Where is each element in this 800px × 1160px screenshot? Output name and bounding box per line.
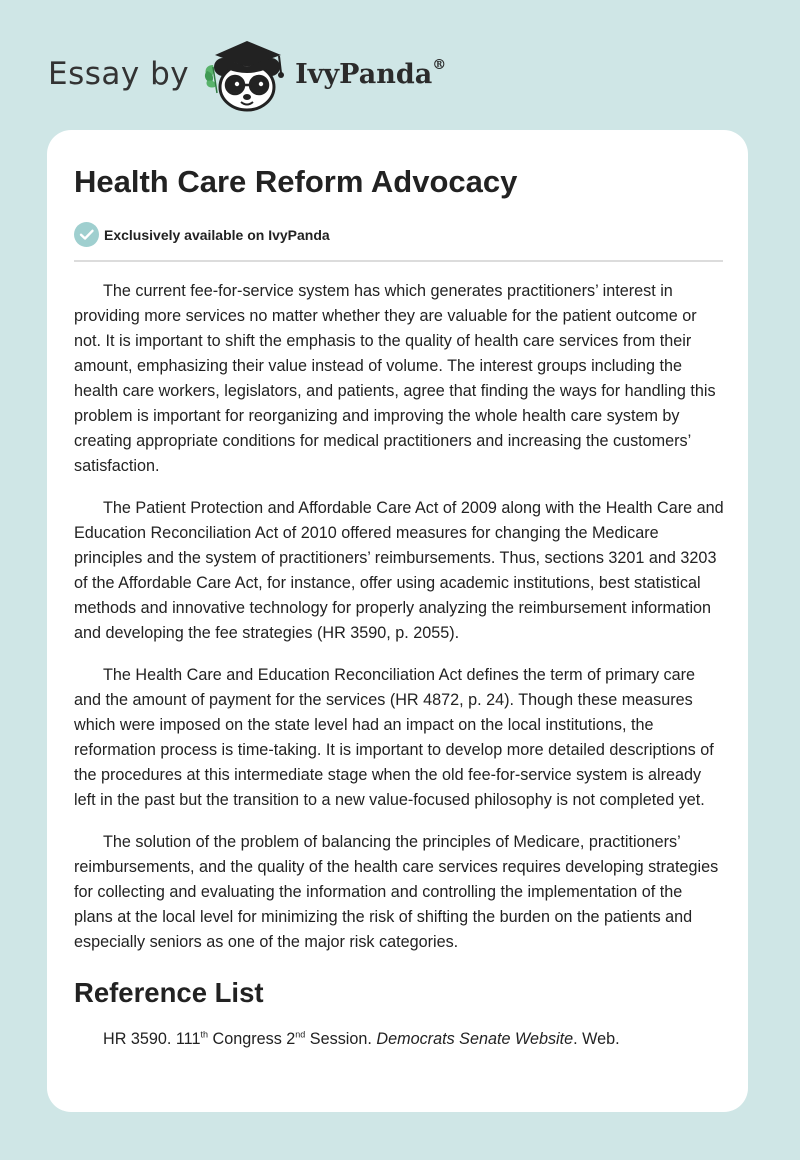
- check-badge-icon: [74, 222, 99, 247]
- essay-title: Health Care Reform Advocacy: [74, 164, 518, 199]
- panda-logo-icon: [201, 35, 293, 113]
- brand-header: [48, 34, 446, 114]
- brand-prefix: Essay by: [48, 56, 190, 92]
- paragraph-1: The current fee-for-service system has which generates practitioners’ interest in providing more services no matter whether they are valuable for the patient outcome or not. It is important to shift the emphasis to the quality of health care services from their amount, emphasizing their value instead of volume. The interest groups including the health care workers, legislators, and patients, agree that finding the ways for handling this problem is important for reorganizing and improving the whole health care system by creating appropriate conditions for medical practitioners and increasing the customers’ satisfaction.: [74, 282, 716, 475]
- exclusive-label: Exclusively available on IvyPanda: [104, 226, 330, 243]
- exclusive-badge: [74, 222, 330, 247]
- brand-name: IvyPanda®: [295, 56, 447, 90]
- reference-list-heading: Reference List: [74, 977, 264, 1008]
- divider: [74, 260, 723, 262]
- paragraph-4: The solution of the problem of balancing the principles of Medicare, practitioners’ reimbursements, and the quality of the health care services requires developing strategies for collecting and evaluating the information and controlling the implementation of the plans at the local level for minimizing the risk of shifting the burden on the patients and especially seniors as one of the major risk categories.: [74, 833, 719, 951]
- essay-body: [74, 279, 724, 1052]
- reference-entry: HR 3590. 111th Congress 2nd Session. Democrats Senate Website. Web.: [103, 1029, 620, 1048]
- reference-source: Democrats Senate Website: [376, 1030, 574, 1048]
- registered-mark: ®: [432, 56, 447, 73]
- paragraph-2: The Patient Protection and Affordable Care Act of 2009 along with the Health Care and Education Reconciliation Act of 2010 offered measures for changing the Medicare principles and the system of practitioners’ reimbursements. Thus, sections 3201 and 3203 of the Affordable Care Act, for instance, offer using academic institutions, best statistical methods and innovative technology for properly analyzing the reimbursement information and developing the fee strategies (HR 3590, p. 2055).: [74, 499, 724, 642]
- paragraph-3: The Health Care and Education Reconciliation Act defines the term of primary care and the amount of payment for the services (HR 4872, p. 24). Though these measures which were imposed on the state level had an impact on the local institutions, the reformation process is time-taking. It is important to develop more detailed descriptions of the procedures at this intermediate stage when the old fee-for-service system is already left in the past but the transition to a new value-focused philosophy is not completed yet.: [74, 666, 714, 809]
- essay-card: [47, 130, 748, 1112]
